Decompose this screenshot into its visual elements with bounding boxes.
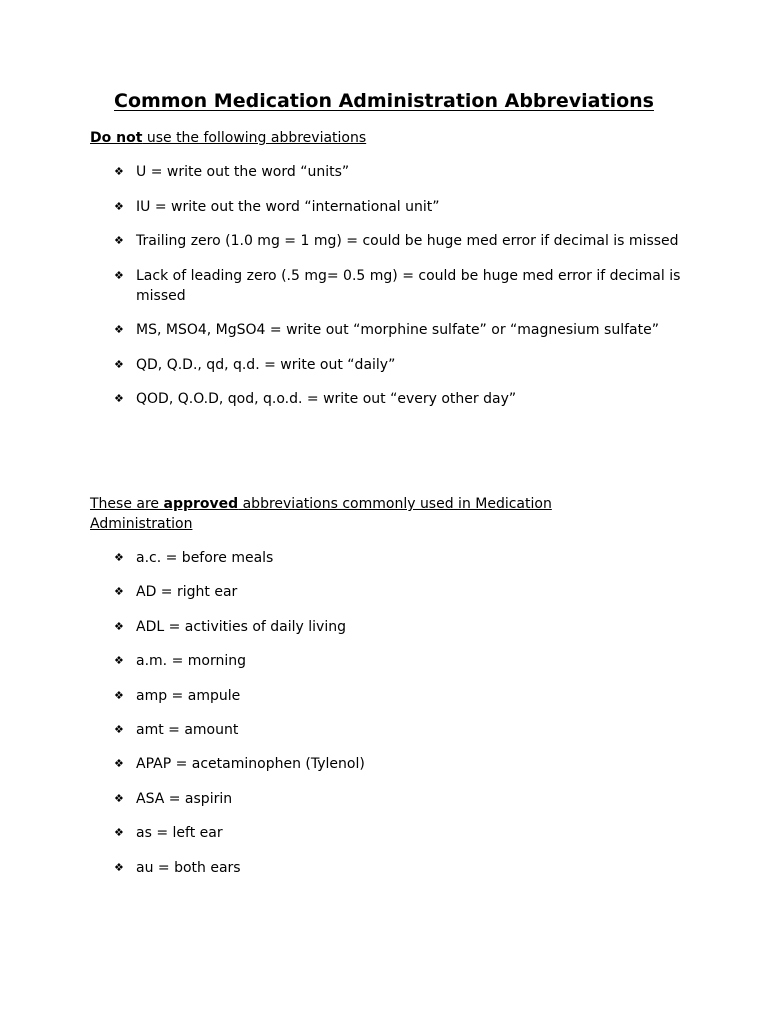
diamond-bullet-icon: ❖ bbox=[114, 619, 124, 633]
diamond-bullet-icon: ❖ bbox=[114, 860, 124, 874]
heading-text: These are bbox=[90, 496, 164, 512]
heading-emphasis: Do not bbox=[90, 130, 143, 146]
diamond-bullet-icon: ❖ bbox=[114, 268, 124, 282]
list-item-text: AD = right ear bbox=[136, 584, 238, 601]
list-item-text: a.m. = morning bbox=[136, 653, 246, 670]
list-item bbox=[112, 789, 682, 809]
diamond-bullet-icon: ❖ bbox=[114, 585, 124, 599]
heading-text: abbreviations commonly used in Medication Administration bbox=[90, 496, 552, 532]
diamond-bullet-icon: ❖ bbox=[114, 551, 124, 564]
list-item-text: IU = write out the word “international unit” bbox=[136, 198, 440, 215]
list-item bbox=[112, 582, 682, 602]
approved-abbreviations-list bbox=[112, 548, 682, 892]
list-item bbox=[112, 548, 682, 568]
heading-emphasis: approved bbox=[163, 496, 239, 512]
page-title: Common Medication Administration Abbreviations bbox=[114, 90, 654, 112]
diamond-bullet-icon: ❖ bbox=[114, 757, 124, 771]
list-item-text: QD, Q.D., qd, q.d. = write out “daily” bbox=[136, 356, 396, 373]
list-item-text: U = write out the word “units” bbox=[136, 164, 350, 180]
diamond-bullet-icon: ❖ bbox=[114, 165, 124, 178]
list-item bbox=[112, 720, 682, 740]
list-item-text: APAP = acetaminophen (Tylenol) bbox=[136, 756, 365, 773]
list-item bbox=[112, 320, 682, 340]
list-item bbox=[112, 823, 682, 843]
list-item-text: QOD, Q.O.D, qod, q.o.d. = write out “every other day” bbox=[136, 391, 517, 407]
diamond-bullet-icon: ❖ bbox=[114, 688, 124, 702]
diamond-bullet-icon: ❖ bbox=[114, 323, 124, 336]
list-item bbox=[112, 266, 682, 306]
diamond-bullet-icon: ❖ bbox=[114, 791, 124, 805]
list-item bbox=[112, 231, 682, 251]
diamond-bullet-icon: ❖ bbox=[114, 722, 124, 736]
list-item bbox=[112, 754, 682, 774]
list-item bbox=[112, 355, 682, 375]
heading-text: use the following abbreviations bbox=[142, 130, 367, 146]
list-item bbox=[112, 686, 682, 706]
diamond-bullet-icon: ❖ bbox=[114, 199, 124, 213]
list-item-text: amt = amount bbox=[136, 721, 239, 738]
diamond-bullet-icon: ❖ bbox=[114, 357, 124, 371]
list-item-text: Trailing zero (1.0 mg = 1 mg) = could be huge med error if decimal is missed bbox=[136, 233, 679, 249]
list-item bbox=[112, 162, 682, 182]
list-item bbox=[112, 197, 682, 217]
do-not-use-list bbox=[112, 162, 682, 424]
list-item bbox=[112, 617, 682, 637]
list-item-text: MS, MSO4, MgSO4 = write out “morphine sulfate” or “magnesium sulfate” bbox=[136, 322, 659, 338]
list-item-text: amp = ampule bbox=[136, 687, 241, 704]
list-item bbox=[112, 651, 682, 671]
diamond-bullet-icon: ❖ bbox=[114, 392, 124, 405]
list-item-text: ASA = aspirin bbox=[136, 790, 233, 807]
list-item-text: au = both ears bbox=[136, 859, 241, 876]
list-item bbox=[112, 858, 682, 878]
list-item bbox=[112, 389, 682, 409]
list-item-text: as = left ear bbox=[136, 825, 223, 842]
section-heading-approved bbox=[90, 494, 650, 534]
diamond-bullet-icon: ❖ bbox=[114, 654, 124, 668]
section-heading-do-not bbox=[90, 128, 650, 148]
diamond-bullet-icon: ❖ bbox=[114, 234, 124, 247]
diamond-bullet-icon: ❖ bbox=[114, 826, 124, 840]
list-item-text: ADL = activities of daily living bbox=[136, 618, 346, 635]
list-item-text: a.c. = before meals bbox=[136, 550, 274, 566]
list-item-text: Lack of leading zero (.5 mg= 0.5 mg) = could be huge med error if decimal is missed bbox=[136, 267, 681, 304]
